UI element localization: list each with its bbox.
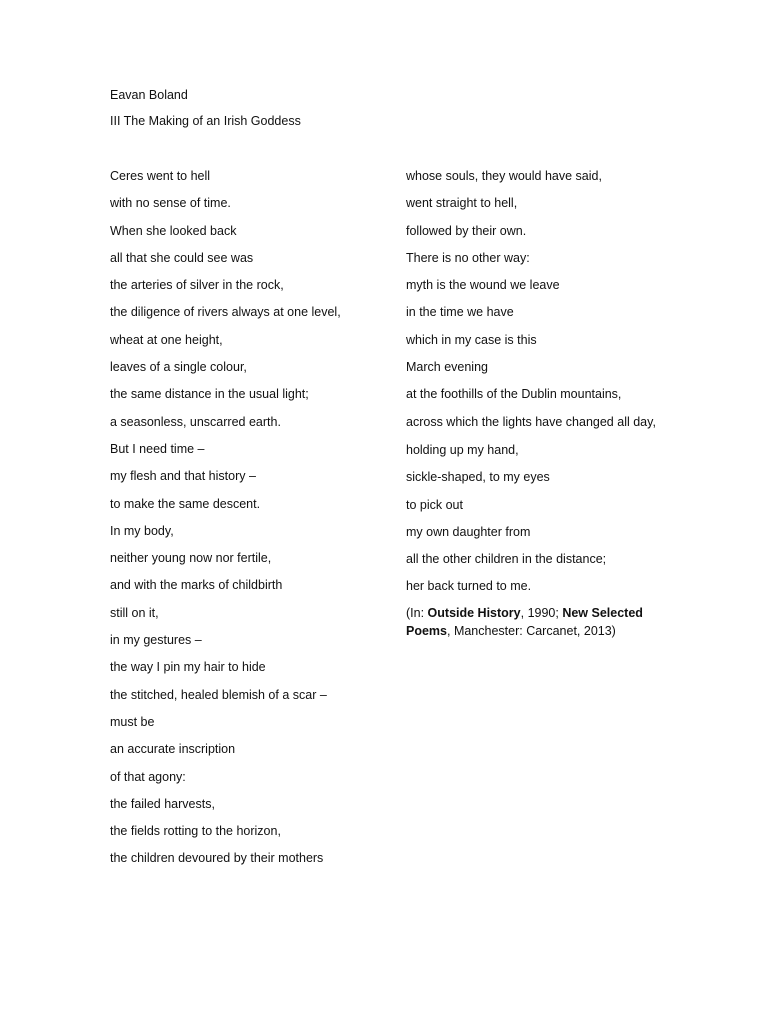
poem-line: her back turned to me. (406, 579, 532, 594)
poem-line: myth is the wound we leave (406, 278, 560, 293)
poem-line: and with the marks of childbirth (110, 578, 283, 593)
citation-suffix: , Manchester: Carcanet, 2013) (447, 623, 616, 638)
poem-line: which in my case is this (406, 332, 537, 347)
citation-mid: , 1990; (520, 605, 563, 620)
poem-line: across which the lights have changed all day, (406, 414, 656, 429)
poem-line: the fields rotting to the horizon, (110, 824, 281, 839)
source-citation (406, 604, 656, 640)
poem-title: III The Making of an Irish Goddess (110, 114, 301, 128)
poem-line: my own daughter from (406, 524, 531, 539)
poem-line: the arteries of silver in the rock, (110, 278, 284, 293)
poem-line: the diligence of rivers always at one level, (110, 305, 341, 320)
poem-line: There is no other way: (406, 250, 530, 265)
poem-line: the stitched, healed blemish of a scar – (110, 687, 327, 702)
poem-line: to make the same descent. (110, 496, 261, 511)
poem-line: whose souls, they would have said, (406, 169, 602, 183)
poem-line: the children devoured by their mothers (110, 851, 324, 866)
citation-prefix: (In: (406, 605, 428, 620)
poem-line: In my body, (110, 523, 174, 538)
citation-book-outside-history: Outside History (427, 605, 521, 620)
poem-line: in the time we have (406, 305, 514, 320)
citation-book-new-selected-poems: New Selected Poems (406, 605, 643, 638)
poem-line: leaves of a single colour, (110, 360, 247, 375)
poem-line: my flesh and that history – (110, 469, 256, 484)
author-name: Eavan Boland (110, 88, 188, 102)
poem-line: March evening (406, 360, 488, 375)
poem-line: When she looked back (110, 223, 237, 238)
poem-line: holding up my hand, (406, 442, 519, 457)
poem-line: all that she could see was (110, 250, 254, 265)
poem-right-column (406, 168, 656, 640)
poem-line: went straight to hell, (406, 196, 518, 211)
poem-line: the way I pin my hair to hide (110, 660, 266, 675)
poem-line: Ceres went to hell (110, 169, 211, 183)
poem-line: still on it, (110, 605, 159, 620)
poem-line: of that agony: (110, 769, 186, 784)
poem-line: to pick out (406, 497, 463, 512)
poem-line: a seasonless, unscarred earth. (110, 414, 281, 429)
poem-line: neither young now nor fertile, (110, 551, 272, 566)
poem-line: in my gestures – (110, 633, 202, 648)
poem-left-column (110, 168, 380, 878)
poem-line: the same distance in the usual light; (110, 387, 309, 402)
poem-line: all the other children in the distance; (406, 552, 607, 567)
poem-line: must be (110, 714, 155, 729)
poem-line: an accurate inscription (110, 742, 236, 757)
poem-line: with no sense of time. (110, 196, 231, 211)
poem-line: the failed harvests, (110, 796, 215, 811)
poem-line: But I need time – (110, 441, 205, 456)
poem-line: at the foothills of the Dublin mountains, (406, 387, 622, 402)
poem-line: sickle-shaped, to my eyes (406, 470, 550, 485)
poem-line: wheat at one height, (110, 332, 223, 347)
poem-line: followed by their own. (406, 223, 527, 238)
